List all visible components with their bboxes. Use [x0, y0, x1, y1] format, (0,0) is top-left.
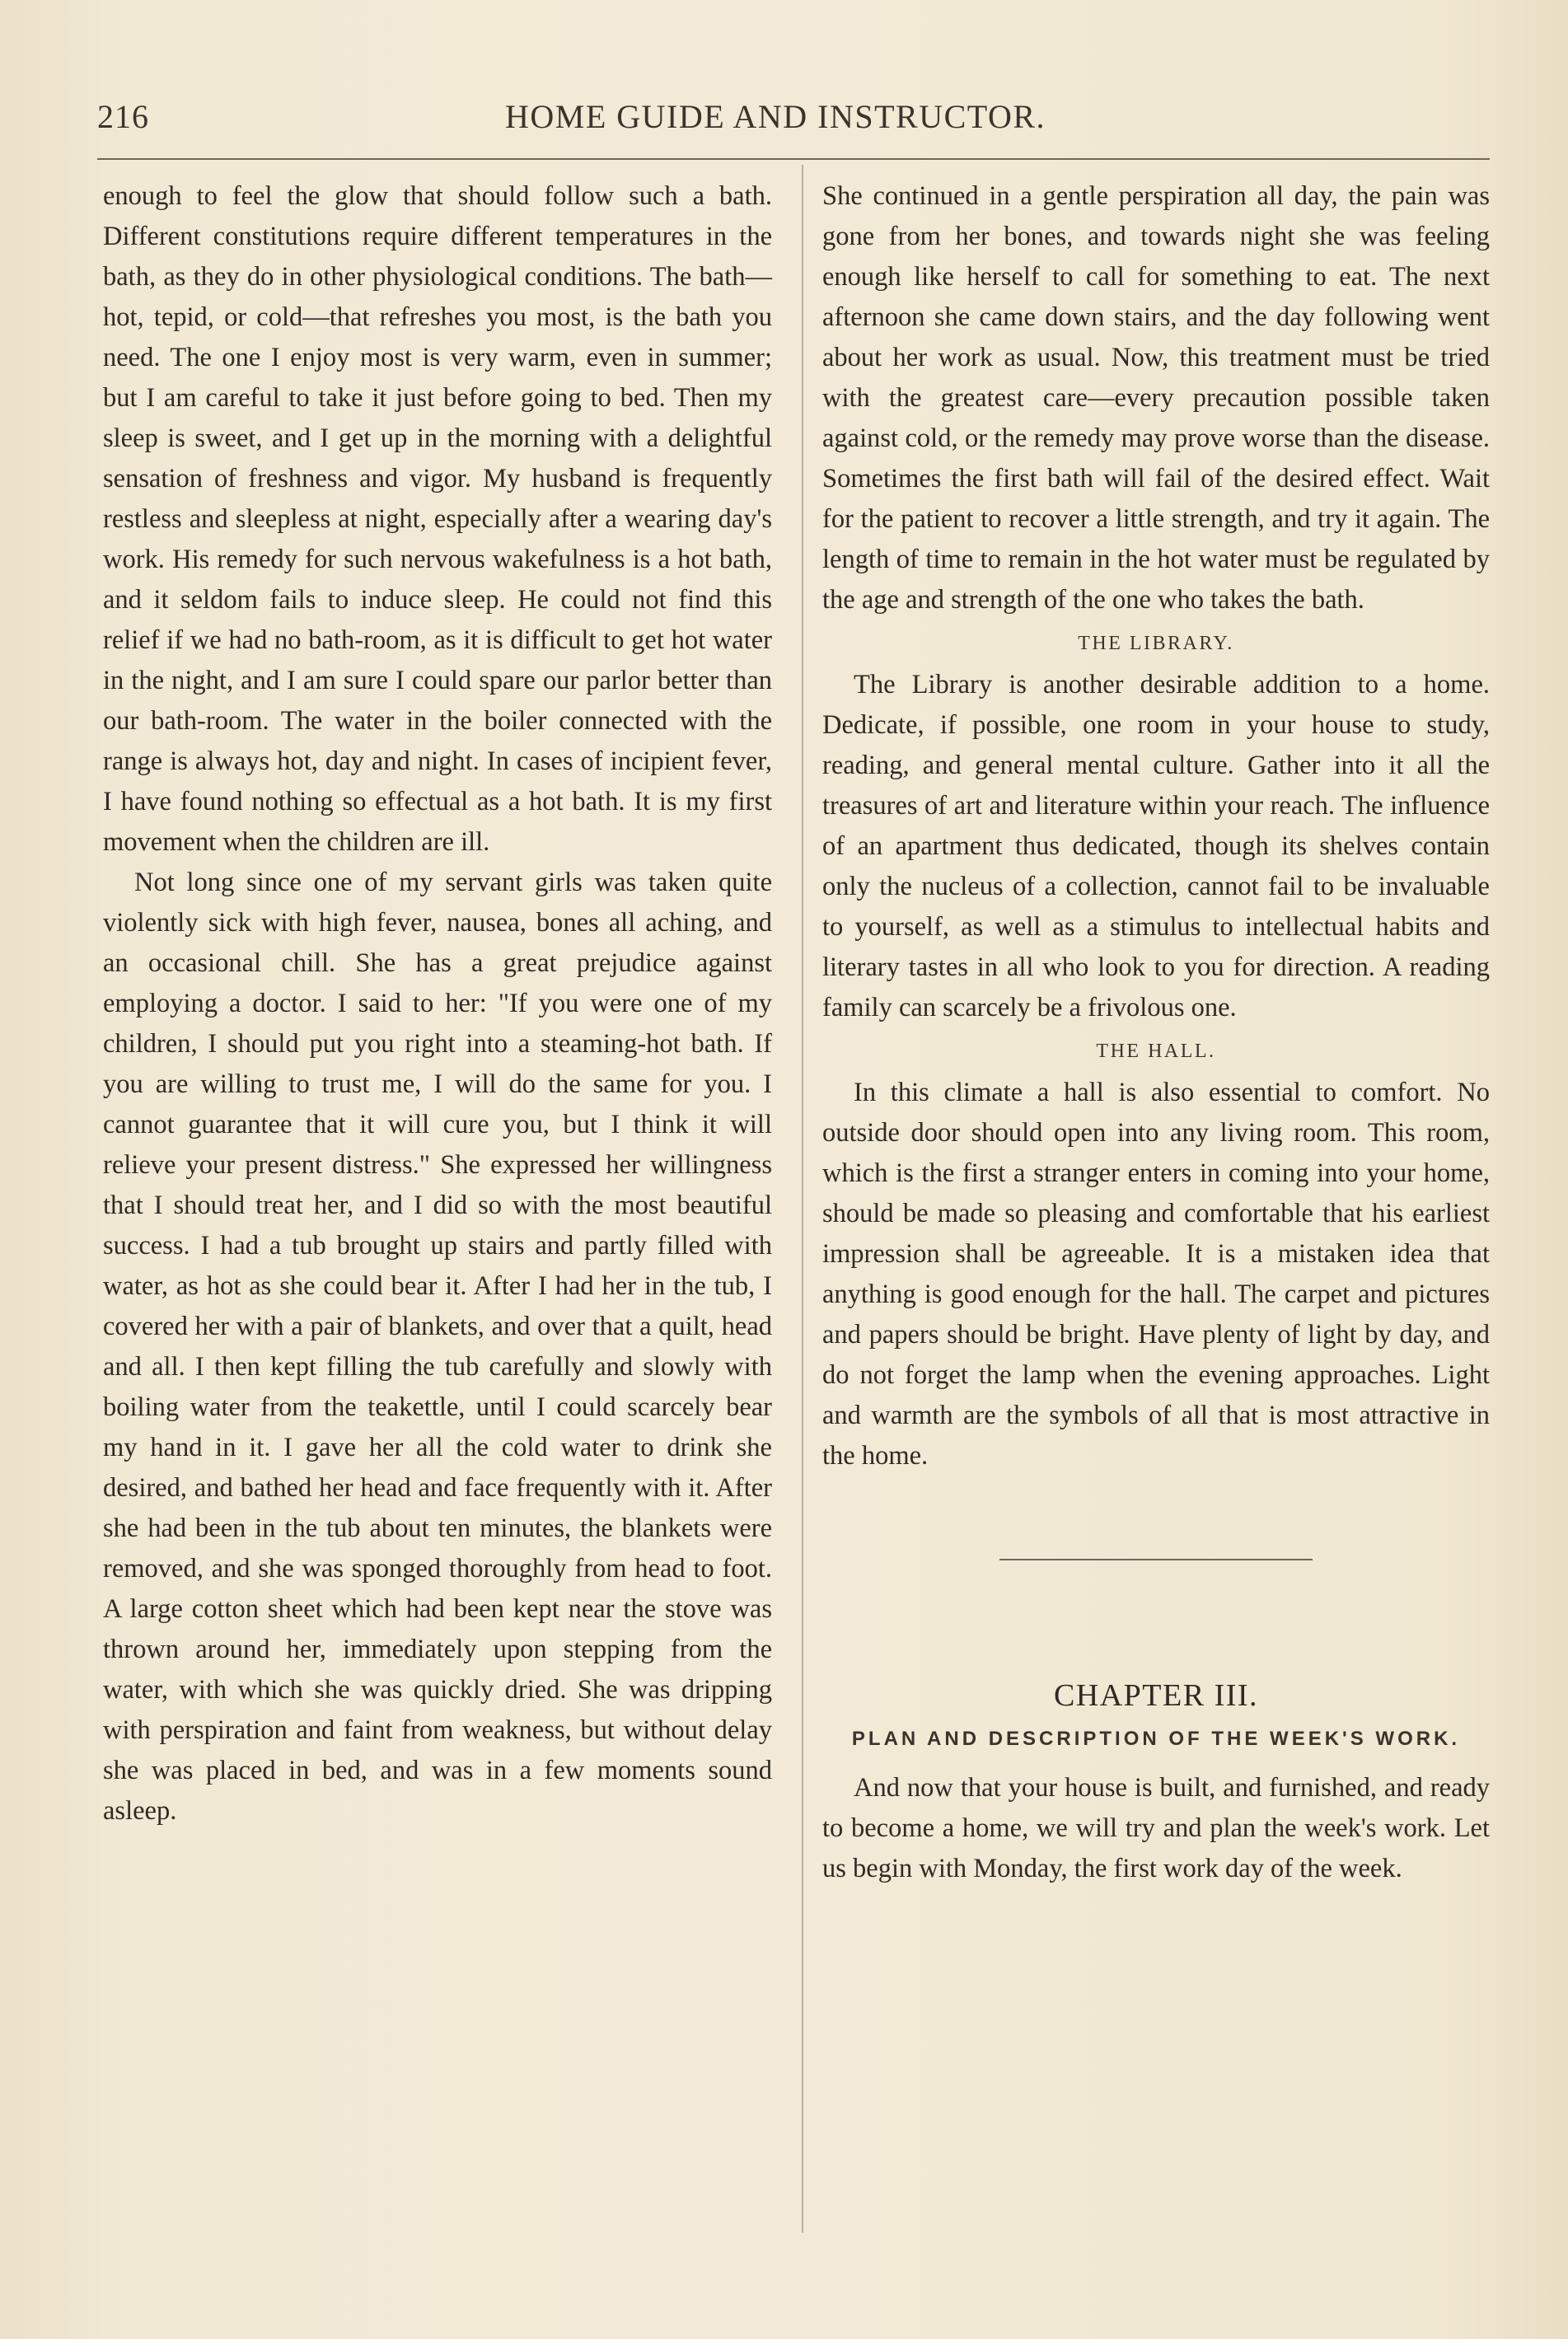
- paragraph-hall: In this climate a hall is also essential to comfort. No outside door should open into any living room. This room, which is the first a stranger enters in coming into your home, should be made so pleasing and comfortable that his earliest impression shall be agreeable. It is a mistaken idea that anything is good enough for the hall. The carpet and pictures and papers should be bright. Have plenty of light by day, and do not forget the lamp when the evening approaches. Light and warmth are the symbols of all that is most attractive in the home.: [822, 1078, 1490, 1471]
- page-number: 216: [97, 98, 149, 135]
- running-title: HOME GUIDE AND INSTRUCTOR.: [505, 98, 1046, 135]
- section-divider-rule: [999, 1559, 1313, 1560]
- chapter-title: CHAPTER III.: [1053, 1678, 1259, 1713]
- paragraph-perspiration: She continued in a gentle perspiration all day, the pain was gone from her bones, and towards night she was feeling enough like herself to call for something to eat. The next afternoon she came down stairs, and the day following went about her work as usual. Now, this treatment must be tried with the greatest care—every precaution possible taken against cold, or the remedy may prove worse than the disease. Sometimes the first bath will fail of the desired effect. Wait for the patient to recover a little strength, and try it again. The length of time to remain in the hot water must be regulated by the age and strength of the one who takes the bath.: [822, 181, 1490, 615]
- paragraph-bath-glow: enough to feel the glow that should follow such a bath. Different constitutions require different temperatures in the bath, as they do in other physiological conditions. The bath—hot, tepid, or cold—that refreshes you most, is the bath you need. The one I enjoy most is very warm, even in summer; but I am careful to take it just before going to bed. Then my sleep is sweet, and I get up in the morning with a delightful sensation of freshness and vigor. My husband is frequently restless and sleepless at night, especially after a wearing day's work. His remedy for such nervous wakefulness is a hot bath, and it seldom fails to induce sleep. He could not find this relief if we had no bath-room, as it is difficult to get hot water in the night, and I am sure I could spare our parlor better than our bath-room. The water in the boiler connected with the range is always hot, day and night. In cases of incipient fever, I have found nothing so effectual as a hot bath. It is my first movement when the children are ill.: [103, 181, 772, 857]
- column-divider: [802, 165, 803, 2233]
- right-column: [822, 176, 1490, 1889]
- paragraph-chapter-intro: And now that your house is built, and furnished, and ready to become a home, we will try and plan the week's work. Let us begin with Monday, the first work day of the week.: [822, 1773, 1490, 1883]
- heading-the-hall: THE HALL.: [1096, 1041, 1216, 1062]
- page-header: [97, 97, 1490, 147]
- paragraph-library: The Library is another desirable addition to a home. Dedicate, if possible, one room in your house to study, reading, and general mental culture. Gather into it all the treasures of art and literature within your reach. The influence of an apartment thus dedicated, though its shelves contain only the nucleus of a collection, cannot fail to be invaluable to yourself, as well as a stimulus to intellectual habits and literary tastes in all who look to you for direction. A reading family can scarcely be a frivolous one.: [822, 670, 1490, 1022]
- paragraph-servant-girl: Not long since one of my servant girls was taken quite violently sick with high fever, nausea, bones all aching, and an occasional chill. She has a great prejudice against employing a doctor. I said to her: "If you were one of my children, I should put you right into a steaming-hot bath. If you are willing to trust me, I will do the same for you. I cannot guarantee that it will cure you, but I think it will relieve your present distress." She expressed her willingness that I should treat her, and I did so with the most beautiful success. I had a tub brought up stairs and partly filled with water, as hot as she could bear it. After I had her in the tub, I covered her with a pair of blankets, and over that a quilt, head and all. I then kept filling the tub carefully and slowly with boiling water from the teakettle, until I could scarcely bear my hand in it. I gave her all the cold water to drink she desired, and bathed her head and face frequently with it. After she had been in the tub about ten minutes, the blankets were removed, and she was sponged thoroughly from head to foot. A large cotton sheet which had been kept near the stove was thrown around her, immediately upon stepping from the water, with which she was quickly dried. She was dripping with perspiration and faint from weakness, but without delay she was placed in bed, and was in a few moments sound asleep.: [103, 868, 772, 1826]
- left-column: [103, 176, 772, 1831]
- heading-the-library: THE LIBRARY.: [1078, 633, 1234, 654]
- header-rule: [97, 158, 1490, 160]
- chapter-subtitle: PLAN AND DESCRIPTION OF THE WEEK'S WORK.: [851, 1728, 1461, 1750]
